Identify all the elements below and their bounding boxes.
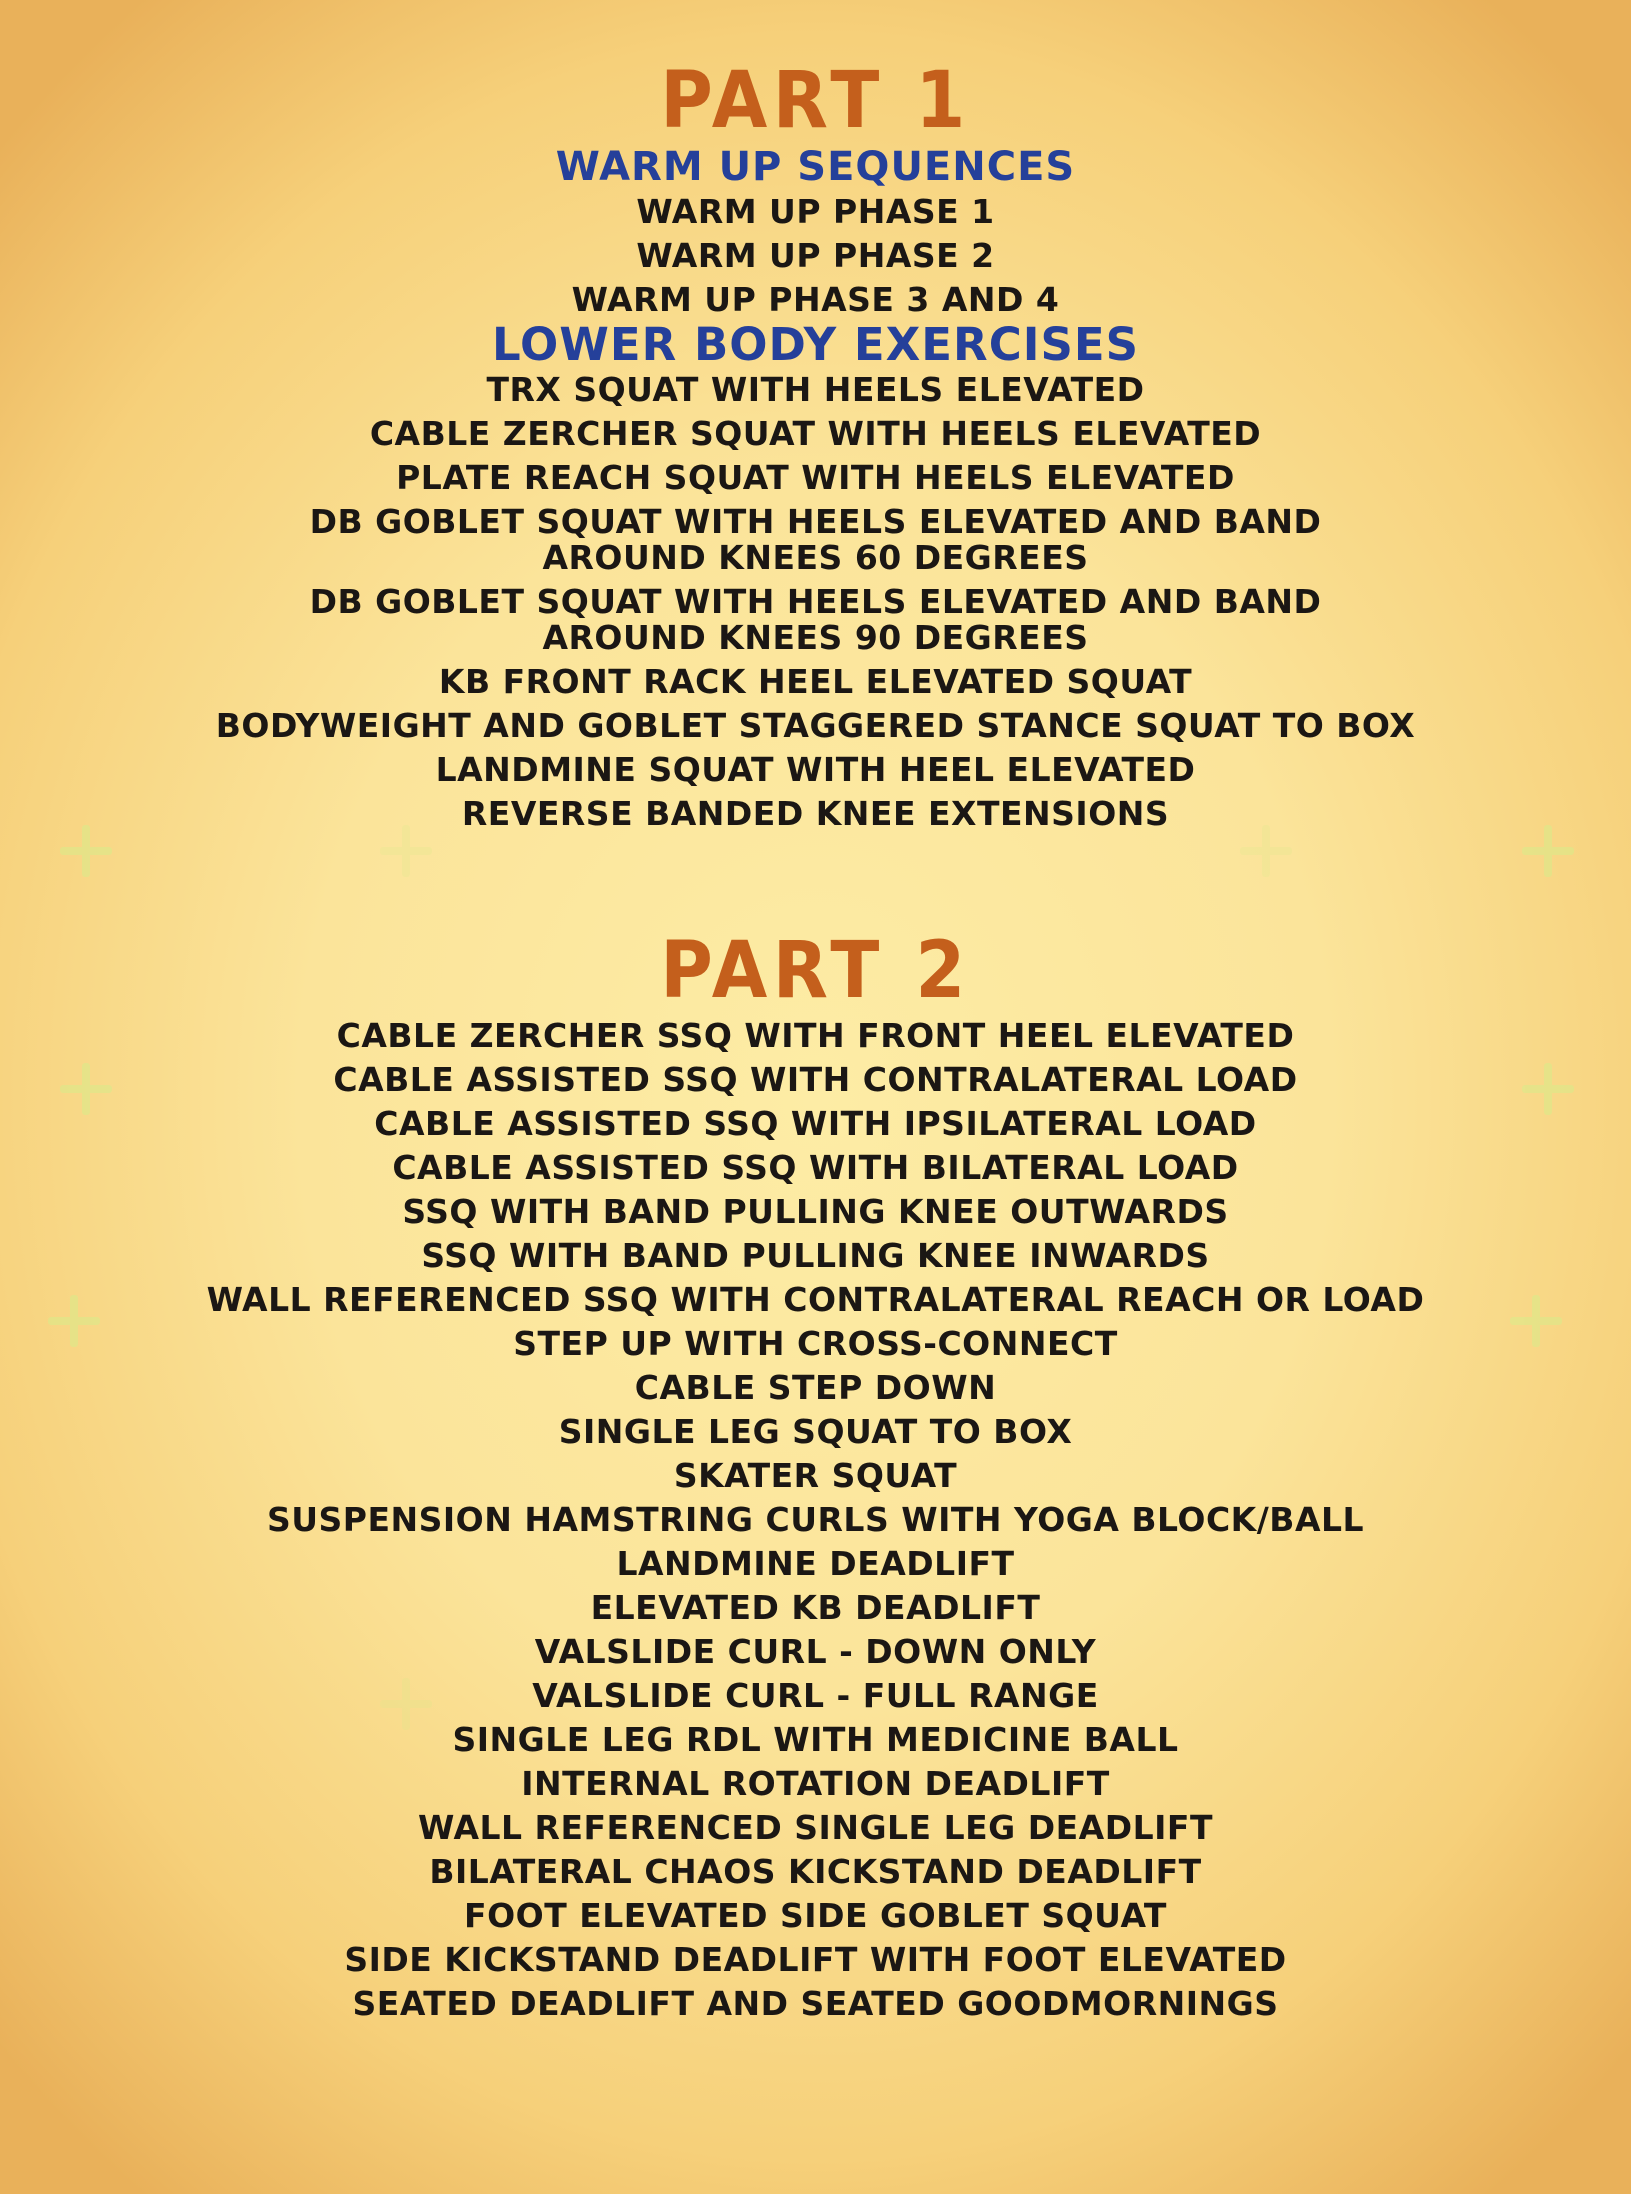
list-item: SSQ WITH BAND PULLING KNEE OUTWARDS (402, 1192, 1229, 1231)
list-item: CABLE STEP DOWN (634, 1368, 997, 1407)
list-item: CABLE ASSISTED SSQ WITH IPSILATERAL LOAD (374, 1104, 1257, 1143)
list-item: WARM UP PHASE 3 AND 4 (571, 280, 1060, 319)
list-item: SIDE KICKSTAND DEADLIFT WITH FOOT ELEVATED (344, 1940, 1287, 1979)
list-item: BILATERAL CHAOS KICKSTAND DEADLIFT (429, 1852, 1202, 1891)
list-item: REVERSE BANDED KNEE EXTENSIONS (461, 794, 1170, 833)
list-item: SSQ WITH BAND PULLING KNEE INWARDS (421, 1236, 1210, 1275)
list-item: VALSLIDE CURL - DOWN ONLY (534, 1632, 1097, 1671)
part-1-section (0, 58, 1631, 836)
list-item: CABLE ZERCHER SSQ WITH FRONT HEEL ELEVATED (336, 1016, 1295, 1055)
list-item: CABLE ZERCHER SQUAT WITH HEELS ELEVATED (369, 414, 1262, 453)
list-item: CABLE ASSISTED SSQ WITH BILATERAL LOAD (392, 1148, 1239, 1187)
list-item: WALL REFERENCED SSQ WITH CONTRALATERAL REACH OR LOAD (206, 1280, 1425, 1319)
list-item: PLATE REACH SQUAT WITH HEELS ELEVATED (396, 458, 1235, 497)
list-item: STEP UP WITH CROSS-CONNECT (513, 1324, 1118, 1363)
part-1-title: PART 1 (660, 56, 971, 146)
list-item: LANDMINE SQUAT WITH HEEL ELEVATED (435, 750, 1196, 789)
list-item: ELEVATED KB DEADLIFT (590, 1588, 1041, 1627)
list-item: SINGLE LEG SQUAT TO BOX (558, 1412, 1073, 1451)
list-item: SUSPENSION HAMSTRING CURLS WITH YOGA BLOCK/BALL (266, 1500, 1365, 1539)
list-item: DB GOBLET SQUAT WITH HEELS ELEVATED AND BAND AROUND KNEES 60 DEGREES (309, 502, 1322, 577)
part-2-section (0, 928, 1631, 2026)
list-item: FOOT ELEVATED SIDE GOBLET SQUAT (464, 1896, 1167, 1935)
list-item: DB GOBLET SQUAT WITH HEELS ELEVATED AND BAND AROUND KNEES 90 DEGREES (309, 582, 1322, 657)
list-item: INTERNAL ROTATION DEADLIFT (521, 1764, 1110, 1803)
list-item: SINGLE LEG RDL WITH MEDICINE BALL (452, 1720, 1179, 1759)
list-item: CABLE ASSISTED SSQ WITH CONTRALATERAL LOAD (333, 1060, 1298, 1099)
list-item: TRX SQUAT WITH HEELS ELEVATED (486, 370, 1145, 409)
warmup-heading: WARM UP SEQUENCES (555, 144, 1076, 190)
exercise-index (0, 58, 1631, 2026)
list-item: SKATER SQUAT (673, 1456, 958, 1495)
lower-body-heading: LOWER BODY EXERCISES (491, 318, 1140, 371)
part-2-title: PART 2 (660, 926, 971, 1016)
list-item: SEATED DEADLIFT AND SEATED GOODMORNINGS (352, 1984, 1279, 2023)
list-item: WARM UP PHASE 1 (636, 192, 995, 231)
list-item: LANDMINE DEADLIFT (616, 1544, 1015, 1583)
list-item: WARM UP PHASE 2 (636, 236, 995, 275)
list-item: VALSLIDE CURL - FULL RANGE (532, 1676, 1099, 1715)
list-item: WALL REFERENCED SINGLE LEG DEADLIFT (418, 1808, 1213, 1847)
list-item: BODYWEIGHT AND GOBLET STAGGERED STANCE SQUAT TO BOX (215, 706, 1416, 745)
section-spacer (0, 836, 1631, 928)
list-item: KB FRONT RACK HEEL ELEVATED SQUAT (438, 662, 1193, 701)
